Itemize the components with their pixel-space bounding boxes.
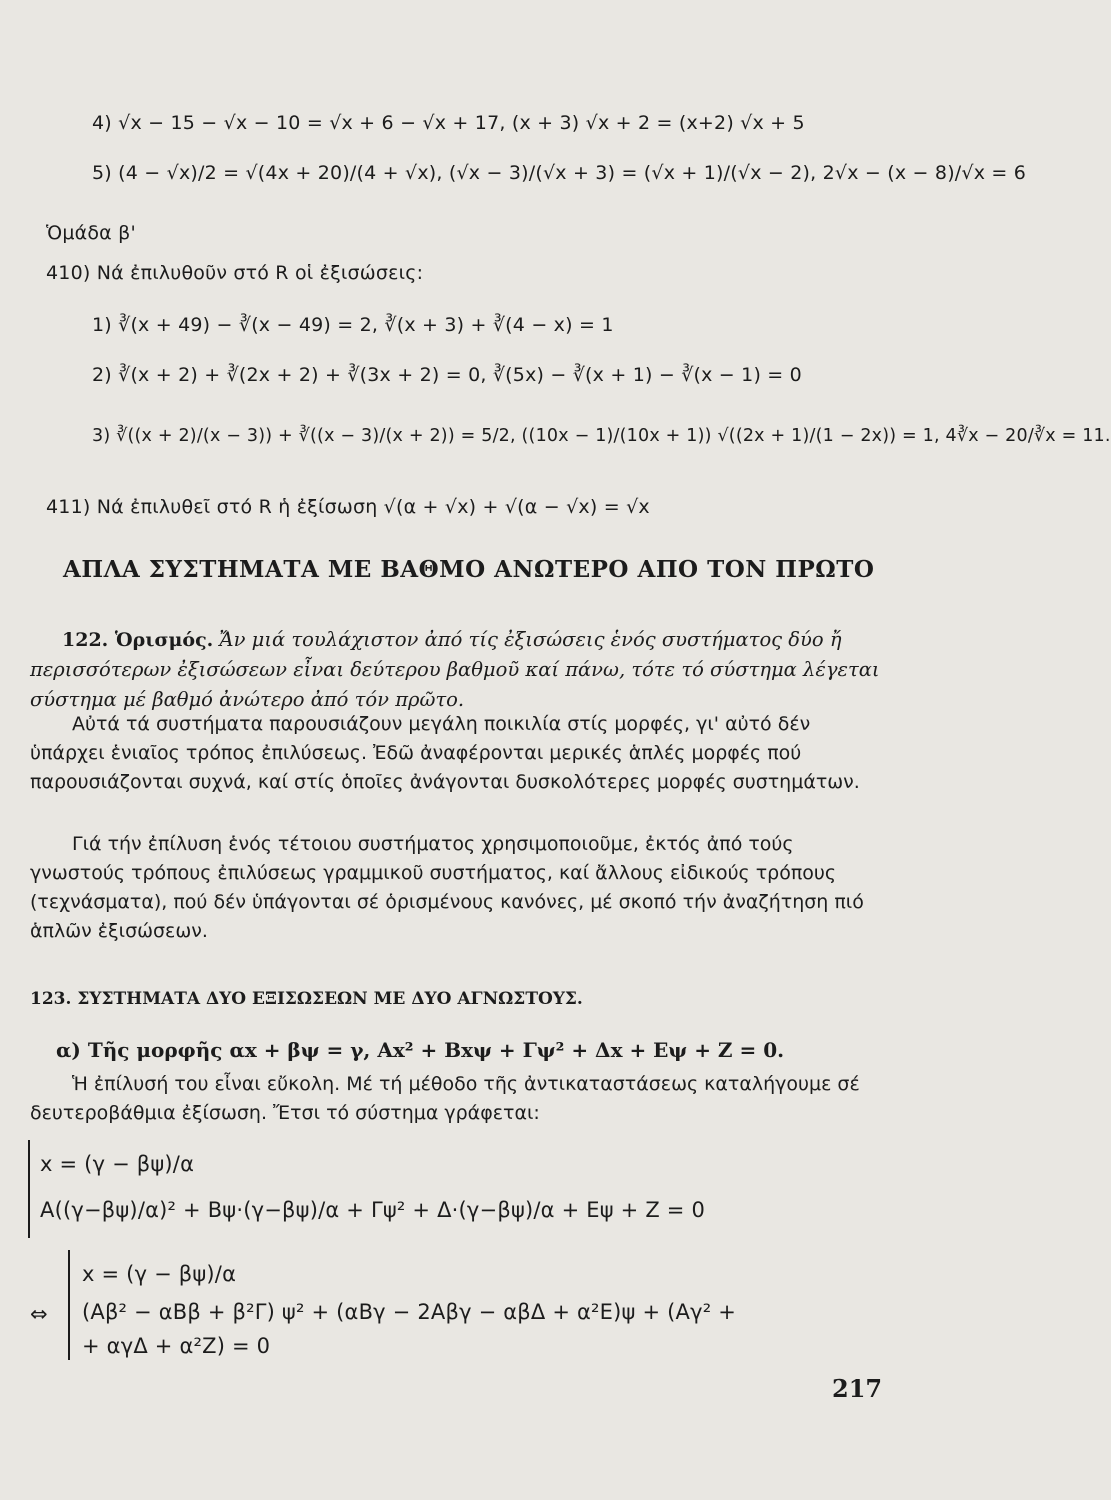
group-label: Ὁμάδα β' [46,222,136,244]
exercise-410-3: 3) ∛((x + 2)/(x − 3)) + ∛((x − 3)/(x + 2)) = 5/2, ((10x − 1)/(10x + 1)) √((2x + 1)/(1 − 2x)) = 1, 4∛x − 20/∛x = 11. [92,426,1111,446]
exercise-410-1: 1) ∛(x + 49) − ∛(x − 49) = 2, ∛(x + 3) + ∛(4 − x) = 1 [92,314,614,336]
paragraph-1: Αὐτά τά συστήματα παρουσιάζουν μεγάλη ποικιλία στίς μορφές, γι' αὐτό δέν ὑπάρχει ἑνιαῖος τρόπος ἐπιλύσεως. Ἐδῶ ἀναφέρονται μερικές ἁπλές μορφές πού παρουσιάζονται συχνά, καί στίς ὁποῖες ἀνάγονται δυσκολότερες μορφές συστημάτων. [30,713,860,793]
exercise-410-intro: 410) Νά ἐπιλυθοῦν στό R οἱ ἐξισώσεις: [46,262,424,284]
system-1-eq-1: x = (γ − βψ)/α [40,1152,195,1176]
paragraph-3: Ἡ ἐπίλυσή του εἶναι εὔκολη. Μέ τή μέθοδο τῆς ἀντικαταστάσεως καταλήγουμε σέ δευτεροβάθμια ἐξίσωση. Ἔτσι τό σύστημα γράφεται: [30,1073,860,1124]
exercise-410-2: 2) ∛(x + 2) + ∛(2x + 2) + ∛(3x + 2) = 0, ∛(5x) − ∛(x + 1) − ∛(x − 1) = 0 [92,364,802,386]
section-123-heading: 123. ΣΥΣΤΗΜΑΤΑ ΔΥΟ ΕΞΙΣΩΣΕΩΝ ΜΕ ΔΥΟ ΑΓΝΩΣΤΟΥΣ. [30,989,583,1009]
paragraph-2: Γιά τήν ἐπίλυση ἑνός τέτοιου συστήματος χρησιμοποιοῦμε, ἐκτός ἀπό τούς γνωστούς τρόπους ἐπιλύσεως γραμμικοῦ συστήματος, καί ἄλλους εἰδικούς τρόπους (τεχνάσματα), πού δέν ὑπάγονται σέ ὁρισμένους κανόνες, μέ σκοπό τήν ἀναζήτηση πιό ἁπλῶν ἐξισώσεων. [30,833,864,942]
definition-text: Ἄν μιά τουλάχιστον ἀπό τίς ἐξισώσεις ἑνός συστήματος δύο ἤ περισσότερων ἐξισώσεων εἶναι δεύτερου βαθμοῦ καί πάνω, τότε τό σύστημα λέγεται σύστημα μέ βαθμό ἀνώτερο ἀπό τόν πρῶτο. [30,628,880,711]
exercise-4: 4) √x − 15 − √x − 10 = √x + 6 − √x + 17, (x + 3) √x + 2 = (x+2) √x + 5 [92,112,805,134]
exercise-411: 411) Νά ἐπιλυθεῖ στό R ἡ ἐξίσωση √(α + √x) + √(α − √x) = √x [46,496,650,518]
system-2-eq-2: (Aβ² − αBβ + β²Γ) ψ² + (αBγ − 2Aβγ − αβΔ + α²E)ψ + (Aγ² + [82,1300,737,1324]
section-title: ΑΠΛΑ ΣΥΣΤΗΜΑΤΑ ΜΕ ΒΑΘΜΟ ΑΝΩΤΕΡΟ ΑΠΟ ΤΟΝ ΠΡΩΤΟ [63,556,875,583]
system-brace-1 [28,1140,30,1238]
system-2-eq-1: x = (γ − βψ)/α [82,1262,237,1286]
system-2-eq-3: + αγΔ + α²Z) = 0 [82,1334,271,1358]
definition-number: 122. Ὁρισμός. [62,629,214,651]
exercise-5: 5) (4 − √x)/2 = √(4x + 20)/(4 + √x), (√x − 3)/(√x + 3) = (√x + 1)/(√x − 2), 2√x − (x − 8)/√x = 6 [92,162,1027,184]
definition-block [30,625,880,715]
page-number: 217 [832,1374,883,1403]
equivalence-symbol: ⇔ [30,1302,48,1326]
subsection-a-heading: α) Τῆς μορφῆς αx + βψ = γ, Ax² + Bxψ + Γψ² + Δx + Eψ + Z = 0. [56,1038,785,1062]
system-1-eq-2: A((γ−βψ)/α)² + Bψ·(γ−βψ)/α + Γψ² + Δ·(γ−βψ)/α + Eψ + Z = 0 [40,1198,706,1222]
system-brace-2 [68,1250,70,1360]
